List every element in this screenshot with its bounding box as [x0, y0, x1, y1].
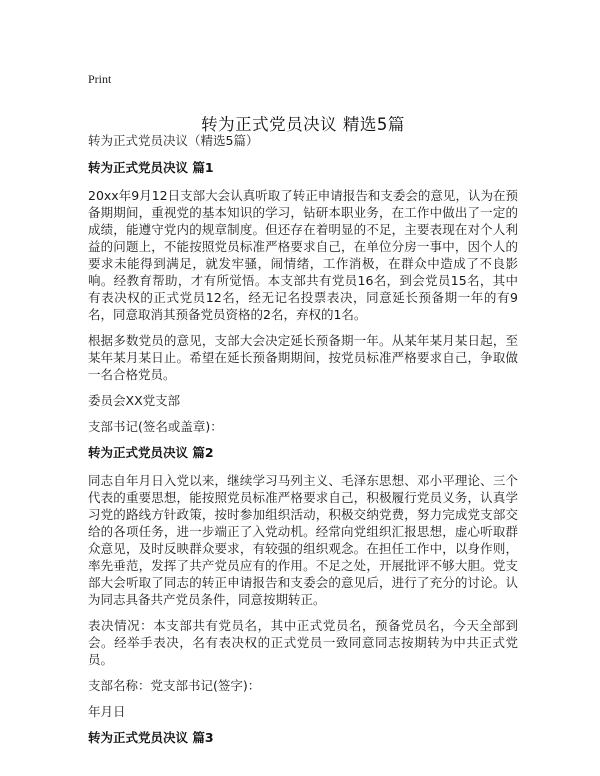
- paragraph: 20xx年9月12日支部大会认真听取了转正申请报告和支委会的意见，认为在预备期期间，重视党的基本知识的学习，钻研本职业务，在工作中做出了一定的成绩，能遵守党内的规章制度。但还存在着明显的不足，主要表现在对个人利益的问题上，不能按照党员标准严格要求自己，在单位分房一事中，因个人的要求未能得到满足，就发牢骚，闹情绪，工作消极，在群众中造成了不良影响。经教育帮助，才有所觉悟。本支部共有党员16名，到会党员15名，其中有表决权的正式党员12名，经无记名投票表决，同意延长预备期一年的有9名，同意取消其预备党员资格的2名，弃权的1名。: [88, 188, 518, 322]
- document-title: 转为正式党员决议 精选5篇: [201, 115, 405, 135]
- signature-secretary: 支部书记(签名或盖章)：: [88, 419, 223, 434]
- section-2: [88, 444, 518, 720]
- paragraph: 根据多数党员的意见，支部大会决定延长预备期一年。从某年某月某日起，至某年某月某日止。希望在延长预备期期间，按党员标准严格要求自己，争取做一名合格党员。: [88, 333, 518, 382]
- paragraph: 表决情况：本支部共有党员名，其中正式党员名，预备党员名，今天全部到会。经举手表决，名有表决权的正式党员一致同意同志按期转为中共正式党员。: [88, 618, 518, 667]
- paragraph: 同志自年月日入党以来，继续学习马列主义、毛泽东思想、邓小平理论、三个代表的重要思想，能按照党员标准严格要求自己，积极履行党员义务，认真学习党的路线方针政策，按时参加组织活动，积极交纳党费，努力完成党支部交给的各项任务，进一步端正了入党动机。经常向党组织汇报思想，虚心听取群众意见，及时反映群众要求，有较强的组织观念。在担任工作中，以身作则，率先垂范，发挥了共产党员应有的作用。不足之处，开展批评不够大胆。党支部大会听取了同志的转正申请报告和支委会的意见后，进行了充分的讨论。认为同志具备共产党员条件，同意按期转正。: [88, 473, 518, 607]
- section-heading: 转为正式党员决议 篇3: [88, 730, 214, 745]
- document-subtitle: 转为正式党员决议（精选5篇）: [88, 133, 259, 148]
- date-line: 年月日: [88, 704, 126, 719]
- signature-org: 委员会XX党支部: [88, 393, 181, 408]
- section-heading: 转为正式党员决议 篇2: [88, 445, 214, 460]
- section-heading: 转为正式党员决议 篇1: [88, 160, 214, 175]
- document-body: [88, 132, 518, 757]
- print-link[interactable]: Print: [88, 72, 112, 86]
- section-3: [88, 729, 518, 746]
- signature-branch: 支部名称：党支部书记(签字)：: [88, 678, 261, 693]
- section-1: [88, 159, 518, 435]
